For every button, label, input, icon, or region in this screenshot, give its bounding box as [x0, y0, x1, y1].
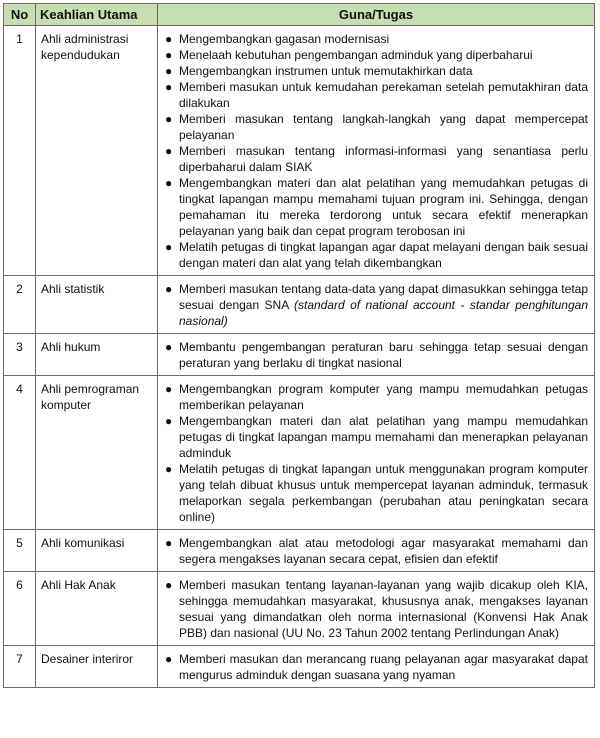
bullet-icon: ●	[165, 48, 173, 62]
row-expertise: Ahli pemrograman komputer	[36, 376, 158, 530]
row-number: 4	[4, 376, 36, 530]
duty-item	[165, 175, 588, 239]
table-row	[4, 530, 595, 572]
row-number: 7	[4, 646, 36, 688]
duty-item	[165, 339, 588, 371]
duty-text: Memberi masukan tentang layanan-layanan yang wajib dicakup oleh KIA, sehingga memudahkan masyarakat, khususnya anak, mengakses layanan sesuai yang dimandatkan oleh norma internasional (Konvensi Hak Anak PBB) dan nasional (UU No. 23 Tahun 2002 tentang Perlindungan Anak)	[179, 578, 588, 640]
table-row	[4, 646, 595, 688]
bullet-icon: ●	[165, 144, 173, 158]
duty-item	[165, 413, 588, 461]
table-row	[4, 26, 595, 276]
bullet-icon: ●	[165, 32, 173, 46]
row-duties	[158, 572, 595, 646]
duty-item	[165, 281, 588, 329]
duty-text: Mengembangkan instrumen untuk memutakhirkan data	[179, 64, 473, 78]
header-no: No	[4, 4, 36, 26]
row-number: 5	[4, 530, 36, 572]
table-row	[4, 376, 595, 530]
bullet-icon: ●	[165, 652, 173, 666]
duty-item	[165, 143, 588, 175]
bullet-icon: ●	[165, 462, 173, 476]
row-number: 2	[4, 276, 36, 334]
row-number: 1	[4, 26, 36, 276]
row-duties	[158, 646, 595, 688]
duty-text: Melatih petugas di tingkat lapangan untuk menggunakan program komputer yang telah dibuat khusus untuk mempercepat layanan adminduk, termasuk melaporkan segala perkembangan (perubahan atau peningkatan secara online)	[179, 462, 588, 524]
row-number: 6	[4, 572, 36, 646]
duty-text: Melatih petugas di tingkat lapangan agar dapat melayani dengan baik sesuai dengan materi dan alat yang telah dikembangkan	[179, 240, 588, 270]
duty-item	[165, 79, 588, 111]
duty-item	[165, 239, 588, 271]
duty-text: Mengembangkan program komputer yang mampu memudahkan petugas memberikan pelayanan	[179, 382, 588, 412]
bullet-icon: ●	[165, 536, 173, 550]
bullet-icon: ●	[165, 112, 173, 126]
bullet-icon: ●	[165, 340, 173, 354]
row-expertise: Ahli Hak Anak	[36, 572, 158, 646]
duty-text-italic: (standard of national account - standar penghitungan nasional)	[179, 298, 588, 328]
duty-item	[165, 381, 588, 413]
table-row	[4, 334, 595, 376]
bullet-icon: ●	[165, 80, 173, 94]
duty-item	[165, 111, 588, 143]
bullet-icon: ●	[165, 414, 173, 428]
duty-text: Memberi masukan tentang data-data yang dapat dimasukkan sehingga tetap sesuai dengan SNA	[179, 282, 588, 312]
duty-text: Memberi masukan untuk kemudahan perekaman setelah pemutakhiran data dilakukan	[179, 80, 588, 110]
duty-text: Mengembangkan gagasan modernisasi	[179, 32, 390, 46]
row-duties	[158, 276, 595, 334]
duty-item	[165, 31, 588, 47]
duty-text: Memberi masukan dan merancang ruang pelayanan agar masyarakat dapat mengurus adminduk dengan suasana yang nyaman	[179, 652, 588, 682]
duty-item	[165, 535, 588, 567]
row-duties	[158, 26, 595, 276]
duty-text: Mengembangkan materi dan alat pelatihan yang mampu memudahkan petugas di tingkat lapangan mampu memahami dan menerapkan pelayanan adminduk	[179, 414, 588, 460]
row-expertise: Ahli administrasi kependudukan	[36, 26, 158, 276]
row-expertise: Ahli hukum	[36, 334, 158, 376]
table-header-row	[4, 4, 595, 26]
table-row	[4, 572, 595, 646]
bullet-icon: ●	[165, 382, 173, 396]
row-expertise: Ahli statistik	[36, 276, 158, 334]
duty-text: Mengembangkan materi dan alat pelatihan yang memudahkan petugas di tingkat lapangan mampu memahami tujuan program ini. Sehingga, dengan pemahaman itu mereka terdorong untuk secara efektif menerapkan pelayanan yang baik dan cepat program terobosan ini	[179, 176, 588, 238]
duty-text: Memberi masukan tentang informasi-informasi yang senantiasa perlu diperbaharui dalam SIAK	[179, 144, 588, 174]
bullet-icon: ●	[165, 282, 173, 296]
table-row	[4, 276, 595, 334]
duty-item	[165, 577, 588, 641]
bullet-icon: ●	[165, 578, 173, 592]
bullet-icon: ●	[165, 240, 173, 254]
header-expertise: Keahlian Utama	[36, 4, 158, 26]
duty-item	[165, 461, 588, 525]
bullet-icon: ●	[165, 176, 173, 190]
duty-item	[165, 47, 588, 63]
header-duties: Guna/Tugas	[158, 4, 595, 26]
row-expertise: Desainer interiror	[36, 646, 158, 688]
row-duties	[158, 334, 595, 376]
expertise-table	[3, 3, 595, 688]
row-expertise: Ahli komunikasi	[36, 530, 158, 572]
row-duties	[158, 376, 595, 530]
bullet-icon: ●	[165, 64, 173, 78]
row-duties	[158, 530, 595, 572]
duty-text: Menelaah kebutuhan pengembangan adminduk yang diperbaharui	[179, 48, 533, 62]
duty-text: Mengembangkan alat atau metodologi agar masyarakat memahami dan segera mengakses layanan secara cepat, efisien dan efektif	[179, 536, 588, 566]
duty-text: Memberi masukan tentang langkah-langkah yang dapat mempercepat pelayanan	[179, 112, 588, 142]
duty-text: Membantu pengembangan peraturan baru sehingga tetap sesuai dengan peraturan yang berlaku di tingkat nasional	[179, 340, 588, 370]
duty-item	[165, 651, 588, 683]
row-number: 3	[4, 334, 36, 376]
duty-item	[165, 63, 588, 79]
